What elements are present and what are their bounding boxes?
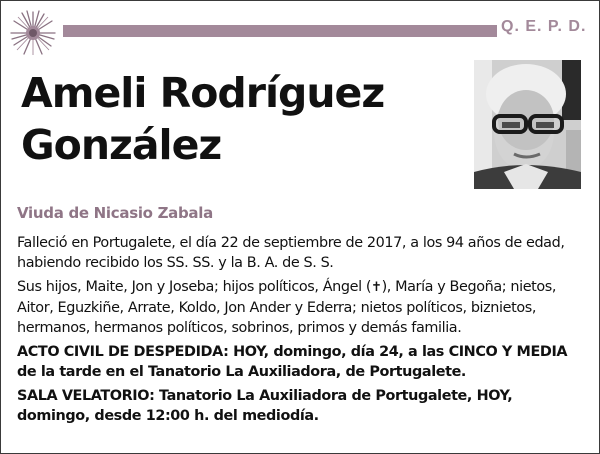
thistle-flower-icon — [9, 9, 57, 57]
header-divider-bar — [63, 25, 497, 37]
wake-room-notice: SALA VELATORIO: Tanatorio La Auxiliadora de Portugalete, HOY, domingo, desde 12:00 h. del mediodía. — [17, 388, 513, 424]
family-list-part-1: Sus hijos, Maite, Jon y Joseba; hijos políticos, Ángel ( — [17, 279, 372, 295]
deceased-name — [21, 67, 461, 171]
name-line-2: González — [21, 121, 222, 169]
civil-ceremony-notice: ACTO CIVIL DE DESPEDIDA: HOY, domingo, día 24, a las CINCO Y MEDIA de la tarde en el Tanatorio La Auxiliadora, de Portugalete. — [17, 344, 568, 380]
portrait-photo — [474, 60, 581, 189]
widow-subtitle: Viuda de Nicasio Zabala — [17, 204, 213, 222]
name-line-1: Ameli Rodríguez — [21, 69, 385, 117]
family-list-part-2: ), María y Begoña; nietos, Aitor, Eguzkiñe, Arrate, Koldo, Jon Ander y Ederra; nietos políticos, biznietos, hermanos, hermanos políticos, sobrinos, primos y demás familia. — [17, 279, 557, 336]
cross-icon: ✝ — [371, 280, 382, 295]
death-notice: Falleció en Portugalete, el día 22 de septiembre de 2017, a los 94 años de edad, habiendo recibido los SS. SS. y la B. A. de S. S. — [17, 235, 565, 271]
obituary-text — [17, 233, 589, 430]
family-list — [17, 277, 589, 338]
qepd-label: Q. E. P. D. — [501, 18, 587, 35]
